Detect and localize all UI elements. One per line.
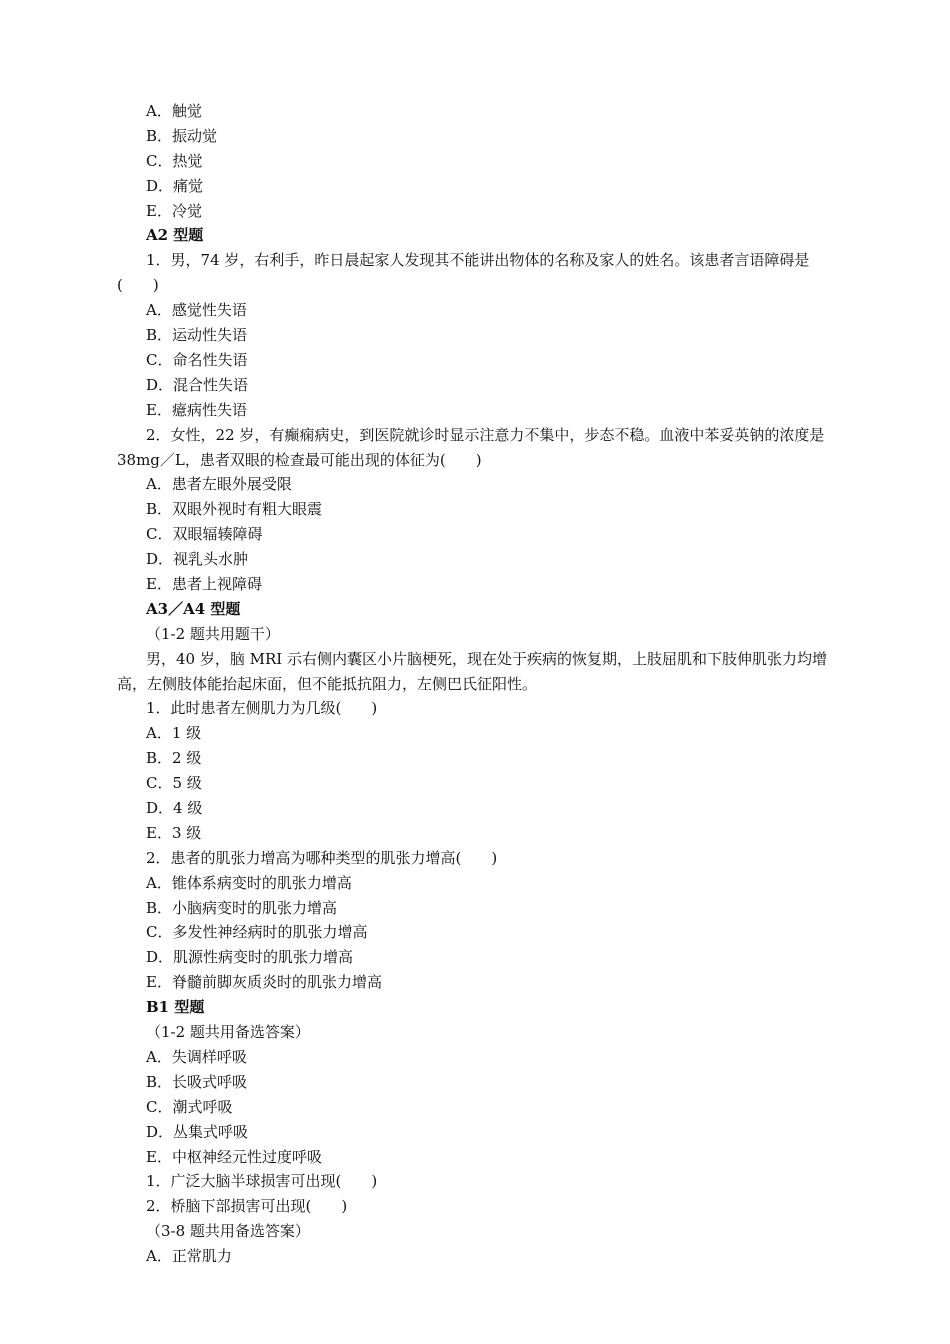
option-line: D．混合性失语 [146, 375, 249, 394]
option-line: E．患者上视障碍 [146, 574, 262, 593]
option-line: A．失调样呼吸 [146, 1047, 247, 1066]
question-line: 2．桥脑下部损害可出现( ) [146, 1197, 348, 1216]
option-line: C．潮式呼吸 [146, 1097, 233, 1116]
option-line: C．命名性失语 [146, 350, 248, 369]
option-line: E．癔病性失语 [146, 400, 247, 419]
section-heading: A2 型题 [146, 226, 204, 245]
option-line: E．冷觉 [146, 201, 202, 220]
option-line: A．患者左眼外展受限 [146, 475, 292, 494]
option-line: B．2 级 [146, 749, 202, 768]
question-stem: 2．女性，22 岁，有癫痫病史，到医院就诊时显示注意力不集中，步态不稳。血液中苯妥英钠的浓度是 38mg／L，患者双眼的检查最可能出现的体征为( ) [117, 425, 825, 469]
case-stem: 男，40 岁，脑 MRI 示右侧内囊区小片脑梗死，现在处于疾病的恢复期，上肢屈肌和下肢伸肌张力均增高，左侧肢体能抬起床面，但不能抵抗阻力，左侧巴氏征阳性。 [117, 649, 827, 693]
section-heading: A3／A4 型题 [146, 599, 241, 618]
option-line: E．3 级 [146, 823, 202, 842]
question-line: 1．广泛大脑半球损害可出现( ) [146, 1172, 378, 1191]
option-line: B．长吸式呼吸 [146, 1072, 248, 1091]
option-line: A．感觉性失语 [146, 301, 247, 320]
option-line: B．运动性失语 [146, 326, 248, 345]
shared-stem-note: （1-2 题共用题干） [146, 624, 280, 643]
shared-answer-note: （1-2 题共用备选答案） [146, 1023, 310, 1042]
option-line: D．丛集式呼吸 [146, 1122, 249, 1141]
option-line: D．痛觉 [146, 176, 204, 195]
option-line: A．1 级 [146, 724, 202, 743]
option-line: D．4 级 [146, 799, 203, 818]
option-line: E．中枢神经元性过度呼吸 [146, 1147, 322, 1166]
question-stem: 1．男，74 岁，右利手，昨日晨起家人发现其不能讲出物体的名称及家人的姓名。该患者言语障碍是( ) [117, 251, 810, 295]
shared-answer-note: （3-8 题共用备选答案） [146, 1222, 310, 1241]
question-line: 2．患者的肌张力增高为哪种类型的肌张力增高( ) [146, 848, 498, 867]
option-line: A．锥体系病变时的肌张力增高 [146, 873, 352, 892]
option-line: D．肌源性病变时的肌张力增高 [146, 948, 354, 967]
option-line: A．正常肌力 [146, 1247, 232, 1266]
question-line: 1．此时患者左侧肌力为几级( ) [146, 699, 378, 718]
option-line: C．热觉 [146, 151, 203, 170]
option-line: A．触觉 [146, 102, 202, 120]
option-line: D．视乳头水肿 [146, 550, 249, 569]
option-line: B．双眼外视时有粗大眼震 [146, 500, 323, 519]
option-line: E．脊髓前脚灰质炎时的肌张力增高 [146, 973, 382, 992]
option-line: C．双眼辐辏障碍 [146, 525, 263, 544]
option-line: B．振动觉 [146, 126, 218, 145]
section-heading: B1 型题 [146, 998, 205, 1017]
option-line: C．5 级 [146, 774, 202, 793]
question-content [117, 99, 830, 1269]
option-line: B．小脑病变时的肌张力增高 [146, 898, 338, 917]
option-line: C．多发性神经病时的肌张力增高 [146, 923, 368, 942]
